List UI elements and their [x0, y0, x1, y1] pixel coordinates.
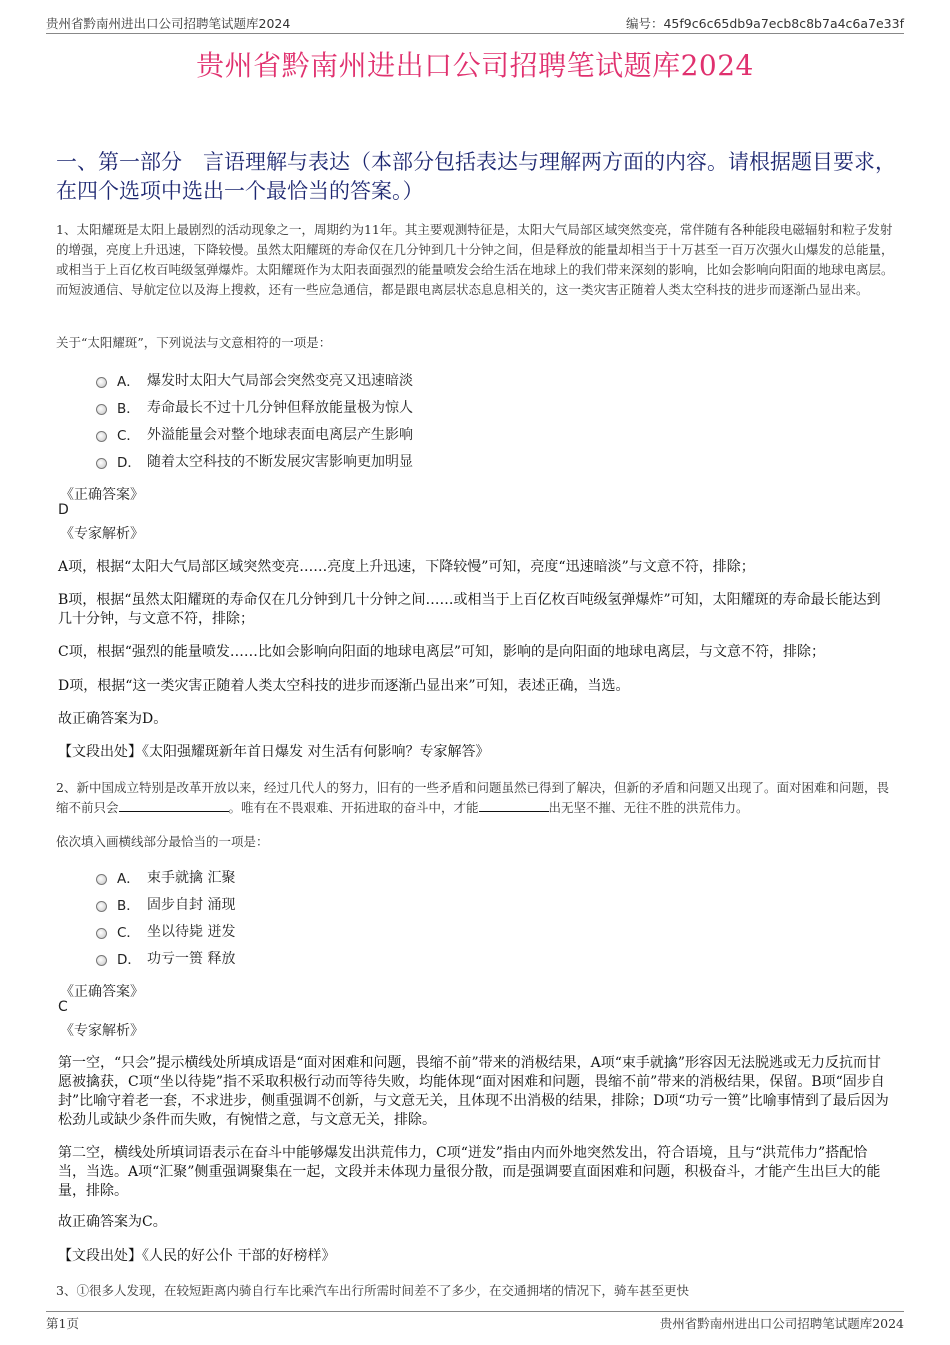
q1-option-a[interactable] — [96, 366, 596, 393]
option-key: A． — [117, 870, 140, 887]
q1-analysis-a: A项，根据“太阳大气局部区域突然变亮……亮度上升迅速，下降较慢”可知，亮度“迅速暗淡”与文意不符，排除； — [58, 559, 755, 575]
q2-analysis-blank1: 第一空，“只会”提示横线处所填成语是“面对困难和问题，畏缩不前”带来的消极结果，A项“束手就擒”形容因无法脱逃或无力反抗而甘愿被擒获，C项“坐以待毙”指不采取积极行动而等待失败，均能体现“面对困难和问题，畏缩不前”带来的消极结果，保留。B项“固步自封”比喻守着老一套，不求进步，侧重强调不创新，与文意无关，且体现不出消极的结果，排除；D项“功亏一篑”比喻事情到了最后因为松劲儿或缺少条件而失败，有惋惜之意，与文意无关，排除。 — [58, 1055, 889, 1128]
option-key: B． — [117, 400, 140, 417]
option-text: 随着太空科技的不断发展灾害影响更加明显 — [147, 453, 413, 470]
q2-answer: C — [58, 999, 68, 1015]
option-key: B． — [117, 897, 140, 914]
q1-analysis-b: B项，根据“虽然太阳耀斑的寿命仅在几分钟到几十分钟之间……或相当于上百亿枚百吨级氢弹爆炸”可知，太阳耀斑的寿命最长能达到几十分钟，与文意不符，排除； — [58, 592, 881, 627]
page-number: 第1页 — [46, 1316, 79, 1331]
radio-button[interactable] — [96, 955, 107, 966]
q1-answer: D — [58, 502, 69, 518]
q2-conclusion: 故正确答案为C。 — [58, 1214, 167, 1230]
option-key: C． — [117, 427, 140, 444]
q2-answer-label: 《正确答案》 — [60, 984, 144, 1000]
radio-button[interactable] — [96, 901, 107, 912]
q2-option-c[interactable] — [96, 917, 596, 944]
radio-button[interactable] — [96, 874, 107, 885]
q1-analysis-c: C项，根据“强烈的能量喷发……比如会影响向阳面的地球电离层”可知，影响的是向阳面的地球电离层，与文意不符，排除； — [58, 644, 826, 660]
option-text: 外溢能量会对整个地球表面电离层产生影响 — [147, 426, 413, 443]
header-doc-number: 编号：45f9c6c65db9a7ecb8c8b7a4c6a7e33f — [625, 16, 904, 31]
option-text: 爆发时太阳大气局部会突然变亮又迅速暗淡 — [147, 372, 413, 389]
option-text: 功亏一篑 释放 — [147, 950, 236, 967]
q2-option-a[interactable] — [96, 863, 596, 890]
q1-options — [96, 366, 596, 474]
radio-button[interactable] — [96, 404, 107, 415]
radio-button[interactable] — [96, 431, 107, 442]
page-title: 贵州省黔南州进出口公司招聘笔试题库2024 — [196, 49, 754, 82]
q1-conclusion: 故正确答案为D。 — [58, 711, 168, 727]
q1-passage: 1、太阳耀斑是太阳上最剧烈的活动现象之一，周期约为11年。其主要观测特征是，太阳大气局部区域突然变亮，常伴随有各种能段电磁辐射和粒子发射的增强，亮度上升迅速，下降较慢。虽然太阳耀斑的寿命仅在几分钟到几十分钟之间，但是释放的能量却相当于十万甚至一百万次强火山爆发的总能量，或相当于上百亿枚百吨级氢弹爆炸。太阳耀斑作为太阳表面强烈的能量喷发会给生活在地球上的我们带来深刻的影响，比如会影响向阳面的地球电离层。而短波通信、导航定位以及海上搜救，还有一些应急通信，都是跟电离层状态息息相关的，这一类灾害正随着人类太空科技的进步而逐渐凸显出来。 — [56, 222, 894, 297]
q1-analysis-d: D项，根据“这一类灾害正随着人类太空科技的进步而逐渐凸显出来”可知，表述正确，当选。 — [58, 678, 630, 694]
option-text: 固步自封 涌现 — [147, 896, 236, 913]
q1-source: 【文段出处】《太阳强耀斑新年首日爆发 对生活有何影响？专家解答》 — [58, 744, 490, 760]
q2-analysis-label: 《专家解析》 — [60, 1023, 144, 1039]
header-divider — [46, 33, 904, 34]
header-left-text: 贵州省黔南州进出口公司招聘笔试题库2024 — [46, 16, 291, 31]
q2-passage-part2: 。唯有在不畏艰难、开拓进取的奋斗中，才能 — [228, 800, 479, 815]
page-footer — [46, 1314, 904, 1332]
q2-passage — [56, 778, 896, 818]
q2-passage-part1: 2、新中国成立特别是改革开放以来，经过几代人的努力，旧有的一些矛盾和问题虽然已得到了解决，但新的矛盾和问题又出现了。面对困难和问题，畏缩不前只会 — [56, 780, 889, 815]
q1-option-d[interactable] — [96, 447, 596, 474]
q2-source: 【文段出处】《人民的好公仆 干部的好榜样》 — [58, 1248, 336, 1264]
q2-option-b[interactable] — [96, 890, 596, 917]
footer-title: 贵州省黔南州进出口公司招聘笔试题库2024 — [659, 1316, 904, 1331]
blank-line-2 — [479, 799, 549, 812]
page-header — [46, 14, 904, 32]
radio-button[interactable] — [96, 458, 107, 469]
option-key: D． — [117, 951, 141, 968]
q2-analysis-blank2: 第二空，横线处所填词语表示在奋斗中能够爆发出洪荒伟力，C项“迸发”指由内而外地突然发出，符合语境，且与“洪荒伟力”搭配恰当，当选。A项“汇聚”侧重强调聚集在一起，文段并未体现力量很分散，而是强调要直面困难和问题，积极奋斗，才能产生出巨大的能量，排除。 — [58, 1145, 881, 1199]
q1-option-b[interactable] — [96, 393, 596, 420]
q2-options — [96, 863, 596, 971]
radio-button[interactable] — [96, 928, 107, 939]
option-key: A． — [117, 373, 140, 390]
radio-button[interactable] — [96, 377, 107, 388]
footer-divider — [46, 1311, 904, 1312]
option-text: 束手就擒 汇聚 — [147, 869, 236, 886]
q2-option-d[interactable] — [96, 944, 596, 971]
option-text: 寿命最长不过十几分钟但释放能量极为惊人 — [147, 399, 413, 416]
q1-option-c[interactable] — [96, 420, 596, 447]
q1-analysis-label: 《专家解析》 — [60, 526, 144, 542]
option-key: C． — [117, 924, 140, 941]
q3-passage: 3、①很多人发现，在较短距离内骑自行车比乘汽车出行所需时间差不了多少，在交通拥堵的情况下，骑车甚至更快 — [56, 1283, 689, 1298]
q1-question: 关于“太阳耀斑”，下列说法与文意相符的一项是： — [56, 335, 332, 350]
q2-passage-part3: 出无坚不摧、无往不胜的洪荒伟力。 — [548, 800, 749, 815]
section-heading: 一、第一部分 言语理解与表达（本部分包括表达与理解两方面的内容。请根据题目要求，在四个选项中选出一个最恰当的答案。） — [56, 150, 896, 203]
option-key: D． — [117, 454, 141, 471]
q1-answer-label: 《正确答案》 — [60, 487, 144, 503]
q2-question: 依次填入画横线部分最恰当的一项是： — [56, 834, 269, 849]
option-text: 坐以待毙 迸发 — [147, 923, 236, 940]
blank-line-1 — [119, 799, 229, 812]
